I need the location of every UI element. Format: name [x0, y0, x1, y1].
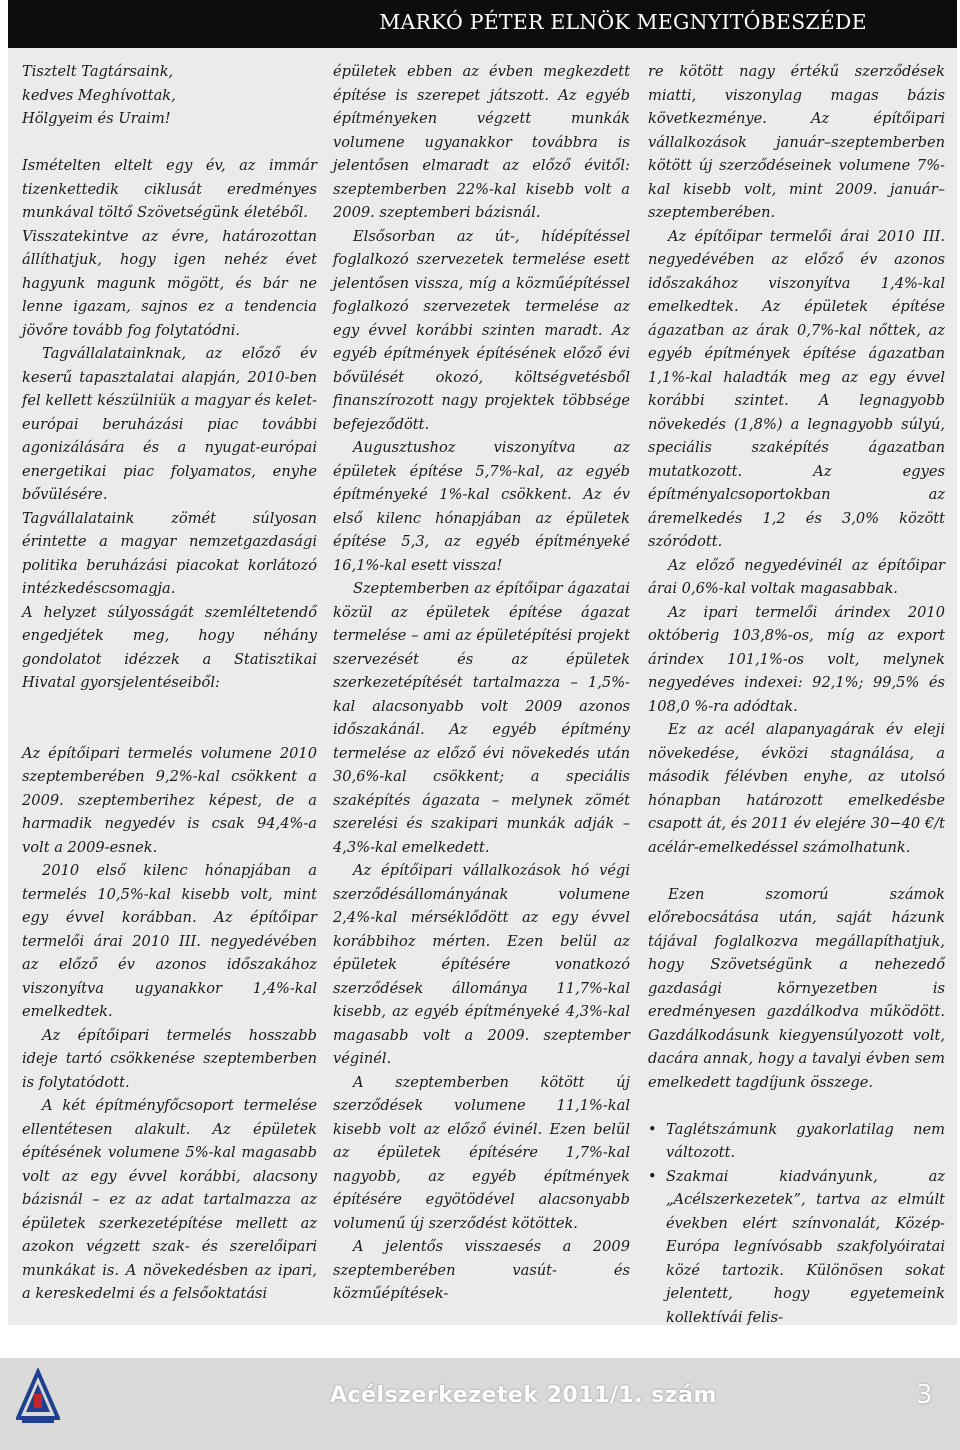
- paragraph: Ez az acél alapanyagárak év eleji növekedése, évközi stagnálása, a második félévben enyhe, az utolsó hónapban határozott emelkedésbe csapott át, és 2011 év elejére 30−40 €/t acélár-emelkedéssel számolhatunk.: [648, 721, 945, 856]
- paragraph: Az ipari termelői árindex 2010 októberig 103,8%-os, míg az export árindex 101,1%-os volt, melynek negyedéves indexei: 92,1%; 99,5% és 108,0 %-ra adódtak.: [648, 603, 945, 715]
- salutation-line: Tisztelt Tagtársaink,: [22, 63, 174, 80]
- paragraph: Ismételten eltelt egy év, az immár tizenkettedik ciklusát eredményes munkával töltő Szövetségünk életéből.: [22, 157, 317, 221]
- paragraph: Az építőipar termelői árai 2010 III. negyedévében az előző év azonos időszakához viszonyítva 1,4%-kal emelkedtek. Az épületek építése ágazatban az árak 0,7%-kal nőttek, az egyéb építmények építése ágazatban 1,1%-kal haladták meg az egy évvel korábbi szintet. A legnagyobb növekedés (1,8%) a legnagyobb súlyú, speciális szaképítés ágazatban mutatkozott. Az egyes építményalcsoportokban az áremelkedés 1,2 és 3,0% között szóródott.: [648, 227, 945, 550]
- column-3: [648, 60, 945, 1329]
- paragraph: Az előző negyedévinél az építőipar árai 0,6%-kal voltak magasabbak.: [648, 556, 945, 597]
- association-logo-icon: [16, 1368, 60, 1426]
- paragraph: 2010 első kilenc hónapjában a termelés 10,5%-kal kisebb volt, mint egy évvel korábban. Az építőipar termelői árai 2010 III. negyedévében az előző év azonos időszakához viszonyítva ugyanakkor 1,4%-kal emelkedtek.: [22, 862, 317, 1020]
- paragraph: Ezen szomorú számok előrebocsátása után, saját házunk tájával foglalkozva megállapíthatjuk, hogy Szövetségünk a nehezedő gazdasági környezetben is eredményesen gazdálkodva működött. Gazdálkodásunk kiegyensúlyozott volt, dacára annak, hogy a tavalyi évben sem emelkedett tagdíjunk összege.: [648, 885, 945, 1091]
- paragraph: épületek ebben az évben megkezdett építése is szerepet játszott. Az egyéb építményeken végzett munkák volumene ugyanakkor továbbra is jelentősen elmaradt az előző évitől: szeptemberben 22%-kal kisebb volt a 2009. szeptemberi bázisnál.: [333, 63, 630, 221]
- paragraph: A két építményfőcsoport termelése ellentétesen alakult. Az épületek építésének volumene 5%-kal magasabb volt az egy évvel korábbi, alacsony bázisnál – ez az adat tartalmazza az épületek szerkezetépítése mellett az azokon végzett szak- és szerelőipari munkákat is. A növekedésben az ipari, a kereskedelmi és a felsőoktatási: [22, 1097, 317, 1302]
- paragraph: Augusztushoz viszonyítva az épületek építése 5,7%-kal, az egyéb építményeké 1%-kal csökkent. Az év első kilenc hónapjában az épületek építése 5,3, az egyéb építményeké 16,1%-kal esett vissza!: [333, 439, 630, 574]
- bullet-item: • Szakmai kiadványunk, az „Acélszerkezetek”, tartva az elmúlt években elért színvonalát, Közép-Európa legnívósabb szakfolyóiratai közé tartozik. Különösen sokat jelentett, hogy egyetemeink kollektívái felis-: [648, 1165, 945, 1330]
- paragraph: Tagvállalataink zömét súlyosan érintette a magyar nemzetgazdasági politika beruházási piacokat korlátozó intézkedéscsomagja.: [22, 509, 317, 597]
- salutation-line: Hölgyeim és Uraim!: [22, 110, 171, 127]
- journal-title: Acélszerkezetek 2011/1. szám: [330, 1383, 717, 1408]
- paragraph: Az építőipari vállalkozások hó végi szerződésállományának volumene 2,4%-kal mérséklődött az egy évvel korábbihoz mérten. Ezen belül az épületek építésére vonatkozó szerződések állománya 11,7%-kal kisebb, az egyéb építményeké 4,3%-kal magasabb volt a 2009. szeptember véginél.: [333, 862, 630, 1067]
- bullet-list: [648, 1118, 945, 1330]
- bullet-item: • Taglétszámunk gyakorlatilag nem változott.: [648, 1118, 945, 1165]
- column-1: [22, 60, 317, 1306]
- paragraph: re kötött nagy értékű szerződések miatti, viszonylag magas bázis következménye. Az építőipari vállalkozások január–szeptemberben kötött új szerződéseinek volumene 7%-kal kisebb volt, mint 2009. január–szeptemberében.: [648, 63, 945, 221]
- paragraph: Az építőipari termelés hosszabb ideje tartó csökkenése szeptemberben is folytatódott.: [22, 1026, 317, 1091]
- paragraph: A szeptemberben kötött új szerződések volumene 11,1%-kal kisebb volt az előző évinél. Ezen belül az épületek építésére 1,7%-kal nagyobb, az egyéb építmények építésére egyötödével alacsonyabb volumenű új szerződést kötöttek.: [333, 1073, 630, 1232]
- salutation-line: kedves Meghívottak,: [22, 86, 176, 104]
- paragraph: Tagvállalatainknak, az előző év keserű tapasztalatai alapján, 2010-ben fel kellett készülniük a magyar és kelet-európai beruházási piac további agonizálására és a nyugat-európai energetikai piac folyamatos, enyhe bővülésére.: [22, 345, 317, 503]
- column-2: [333, 60, 630, 1306]
- page-title: MARKÓ PÉTER ELNÖK MEGNYITÓBESZÉDE: [379, 10, 867, 34]
- paragraph: A helyzet súlyosságát szemléltetendő engedjétek meg, hogy néhány gondolatot idézzek a Statisztikai Hivatal gyorsjelentéseiből:: [22, 603, 317, 691]
- paragraph: Elsősorban az út-, hídépítéssel foglalkozó szervezetek termelése esett jelentősen vissza, míg a közműépítéssel foglalkozó szervezetek termelése az egy évvel korábbi szinten maradt. Az egyéb építmények építésének előző évi bővülését okozó, költségvetésből finanszírozott nagy projektek többsége befejeződött.: [333, 227, 630, 433]
- paragraph: Szeptemberben az építőipar ágazatai közül az épületek építése ágazat termelése – ami az épületépítési projekt szervezését és az épületek szerkezetépítését tartalmazza – 1,5%-kal alacsonyabb volt 2009 azonos időszakánál. Az egyéb építmény termelése az előző évi növekedés után 30,6%-kal csökkent; a speciális szaképítés ágazata – melynek zömét szerelési és szakipari munkák adják – 4,3%-kal emelkedett.: [333, 580, 630, 856]
- paragraph: Visszatekintve az évre, határozottan állíthatjuk, hogy igen nehéz évet hagyunk magunk mögött, és bár ne lenne igazam, sajnos ez a tendencia jövőre tovább fog folytatódni.: [22, 227, 317, 339]
- page-number: 3: [916, 1380, 933, 1410]
- paragraph: A jelentős visszaesés a 2009 szeptemberében vasút- és közműépítések-: [333, 1238, 630, 1302]
- paragraph: Az építőipari termelés volumene 2010 szeptemberében 9,2%-kal csökkent a 2009. szeptemberihez képest, de a harmadik negyedév is csak 94,4%-a volt a 2009-esnek.: [22, 744, 317, 856]
